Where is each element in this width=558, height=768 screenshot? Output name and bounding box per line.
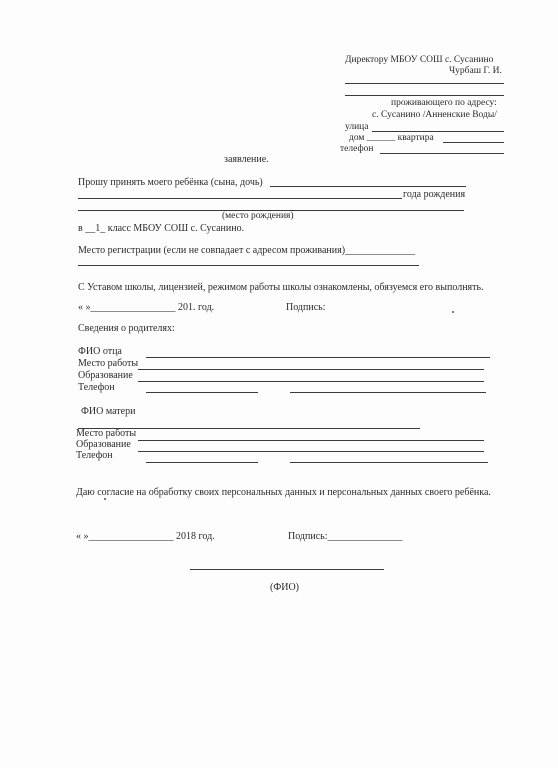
birth-place-label: (место рождения) xyxy=(222,211,294,221)
mother-education-label: Образование xyxy=(76,439,131,450)
residing-value: с. Сусанино /Анненские Воды/ xyxy=(372,110,497,120)
father-education-label: Образование xyxy=(78,370,133,381)
birth-year-label: года рождения xyxy=(403,189,466,200)
blank-line[interactable] xyxy=(345,95,504,96)
mother-label: ФИО матери xyxy=(81,406,136,417)
mother-phone-field-2[interactable] xyxy=(290,462,488,463)
document-title: заявление. xyxy=(224,154,269,165)
class-text: в __1_ класс МБОУ СОШ с. Сусанино. xyxy=(78,223,245,234)
fio-label: (ФИО) xyxy=(270,582,300,593)
mother-phone-label: Телефон xyxy=(76,450,113,461)
signature-label-2: Подпись:_______________ xyxy=(288,531,403,542)
mother-phone-field-1[interactable] xyxy=(146,462,258,463)
fio-field[interactable] xyxy=(190,569,384,570)
street-field[interactable] xyxy=(372,131,504,132)
child-name-field[interactable] xyxy=(270,186,466,187)
phone-field[interactable] xyxy=(380,153,504,154)
apartment-field[interactable] xyxy=(443,142,504,143)
scan-speck xyxy=(104,498,106,500)
residing-label: проживающего по адресу: xyxy=(391,98,497,108)
addressee-line-2: Чурбаш Г. И. xyxy=(449,66,502,76)
mother-work-label: Место работы xyxy=(76,428,137,439)
mother-education-field[interactable] xyxy=(138,451,484,452)
father-phone-field-1[interactable] xyxy=(146,392,258,393)
date-line-1: « »_________________ 201. год. xyxy=(78,302,215,313)
father-name-field[interactable] xyxy=(146,357,490,358)
request-text: Прошу принять моего ребёнка (сына, дочь) xyxy=(78,177,263,188)
charter-text: С Уставом школы, лицензией, режимом работы школы ознакомлены, обязуемся его выполнять. xyxy=(78,282,484,293)
father-label: ФИО отца xyxy=(78,346,122,357)
father-education-field[interactable] xyxy=(138,381,484,382)
phone-label: телефон xyxy=(340,144,374,154)
scan-speck xyxy=(452,311,454,313)
street-label: улица xyxy=(345,122,369,132)
signature-label-1: Подпись: xyxy=(286,302,326,313)
mother-work-field[interactable] xyxy=(138,440,484,441)
house-label: дом ______ квартира xyxy=(349,133,434,143)
registration-text: Место регистрации (если не совпадает с адресом проживания)______________ xyxy=(78,245,416,256)
father-work-label: Место работы xyxy=(78,358,139,369)
father-phone-label: Телефон xyxy=(78,382,115,393)
date-line-2: « »_________________ 2018 год. xyxy=(76,531,215,542)
consent-text: Даю согласие на обработку своих персональных данных и персональных данных своего ребёнка. xyxy=(76,487,491,498)
registration-field-2[interactable] xyxy=(78,265,419,266)
parents-heading: Сведения о родителях: xyxy=(78,323,175,334)
addressee-line-1: Директору МБОУ СОШ с. Сусанино xyxy=(345,55,494,65)
father-work-field[interactable] xyxy=(138,369,484,370)
blank-line[interactable] xyxy=(345,83,504,84)
father-phone-field-2[interactable] xyxy=(290,392,486,393)
child-name-field-2[interactable] xyxy=(78,198,402,199)
